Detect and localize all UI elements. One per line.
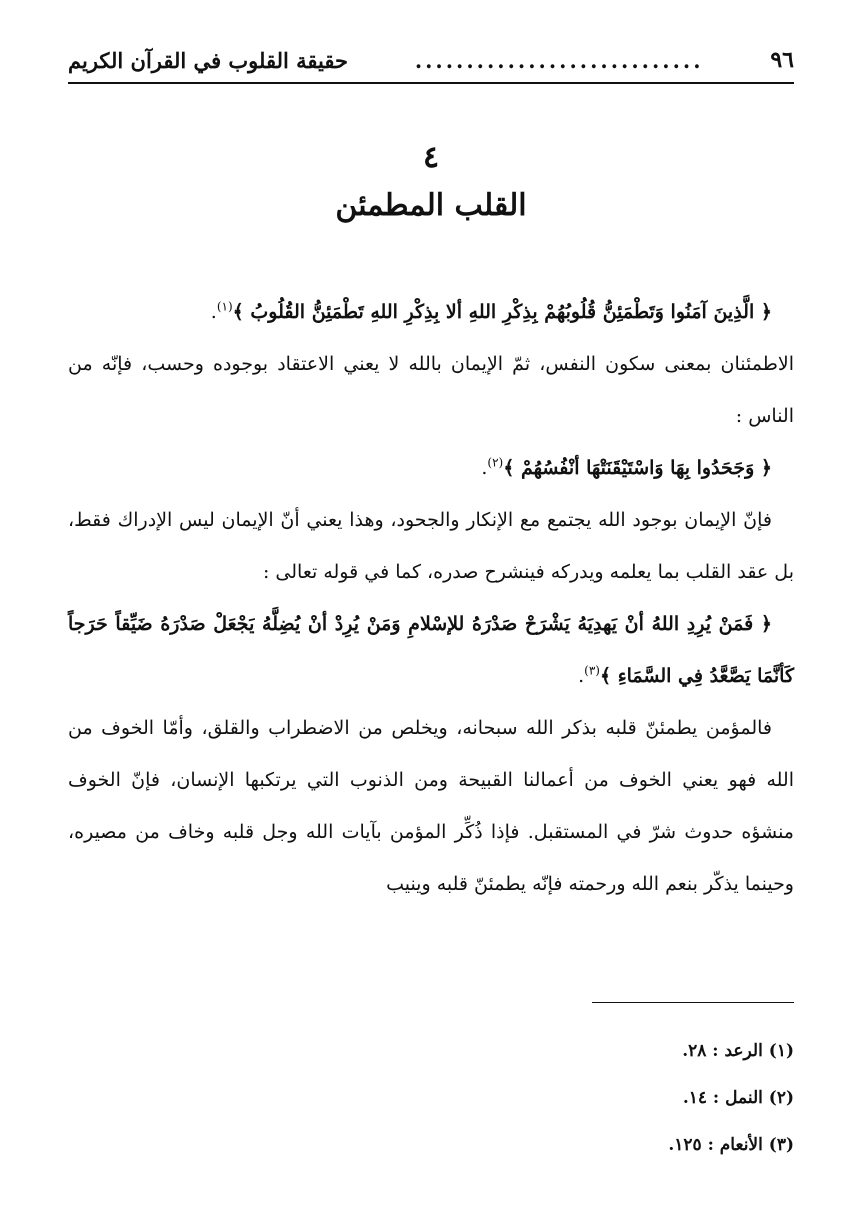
verse-paragraph <box>68 598 794 702</box>
footnote-divider <box>592 1002 794 1003</box>
header-leader-dots: ............................ <box>414 47 704 73</box>
quran-verse: ﴿ وَجَحَدُوا بِهَا وَاسْتَيْقَنَتْهَا أنْفُسُهُمْ ﴾ <box>503 457 772 479</box>
footnotes <box>68 1028 794 1169</box>
book-title: حقيقة القلوب في القرآن الكريم <box>68 47 348 73</box>
footnote-ref: (٢) <box>487 455 504 470</box>
footnote: (٣) الأنعام : ١٢٥. <box>668 1135 794 1155</box>
verse-period: . <box>210 301 217 323</box>
paragraph: الاطمئنان بمعنى سكون النفس، ثمّ الإيمان بالله لا يعني الاعتقاد بوجوده وحسب، فإنّه من الناس : <box>68 353 794 427</box>
chapter-number: ٤ <box>422 140 440 175</box>
body-text <box>68 286 794 910</box>
paragraph: فإنّ الإيمان بوجود الله يجتمع مع الإنكار والجحود، وهذا يعني أنّ الإيمان ليس الإدراك فقط، بل عقد القلب بما يعلمه ويدركه فينشرح صدره، كما في قوله تعالى : <box>68 509 794 583</box>
footnote-ref: (٣) <box>584 663 600 678</box>
running-header <box>68 38 794 82</box>
verse-period: . <box>481 457 488 479</box>
page-number: ٩٦ <box>770 47 794 73</box>
paragraph: فالمؤمن يطمئنّ قلبه بذكر الله سبحانه، ويخلص من الاضطراب والقلق، وأمّا الخوف من الله فهو يعني الخوف من أعمالنا القبيحة ومن الذنوب التي يرتكبها الإنسان، فإنّ الخوف منشؤه حدوث شرّ في المستقبل. فإذا ذُكِّر المؤمن بآيات الله وجل قلبه وخاف من مصيره، وحينما يذكّر بنعم الله ورحمته فإنّه يطمئنّ قلبه وينيب <box>68 717 794 895</box>
footnote: (٢) النمل : ١٤. <box>682 1088 794 1108</box>
footnote: (١) الرعد : ٢٨. <box>682 1041 794 1061</box>
header-divider <box>68 82 794 84</box>
verse-paragraph <box>68 442 794 494</box>
footnote-ref: (١) <box>216 299 233 314</box>
verse-period: . <box>578 665 585 687</box>
verse-paragraph <box>68 286 794 338</box>
quran-verse: ﴿ فَمَنْ يُرِدِ اللهُ أنْ يَهدِيَهُ يَشْرَحْ صَدْرَهُ للإسْلامِ وَمَنْ يُرِدْ أنْ يُضِلَّهُ يَجْعَلْ صَدْرَهُ ضَيِّقاً حَرَجاً كَأنَّمَا يَصَّعَّدُ فِي السَّمَاءِ ﴾ <box>68 613 794 687</box>
quran-verse: ﴿ الَّذِينَ آمَنُوا وَتَطْمَئِنُّ قُلُوبُهُمْ بِذِكْرِ اللهِ ألا بِذِكْرِ اللهِ تَطْمَئِنُّ القُلُوبُ ﴾ <box>232 301 772 323</box>
chapter-title: القلب المطمئن <box>335 188 527 223</box>
